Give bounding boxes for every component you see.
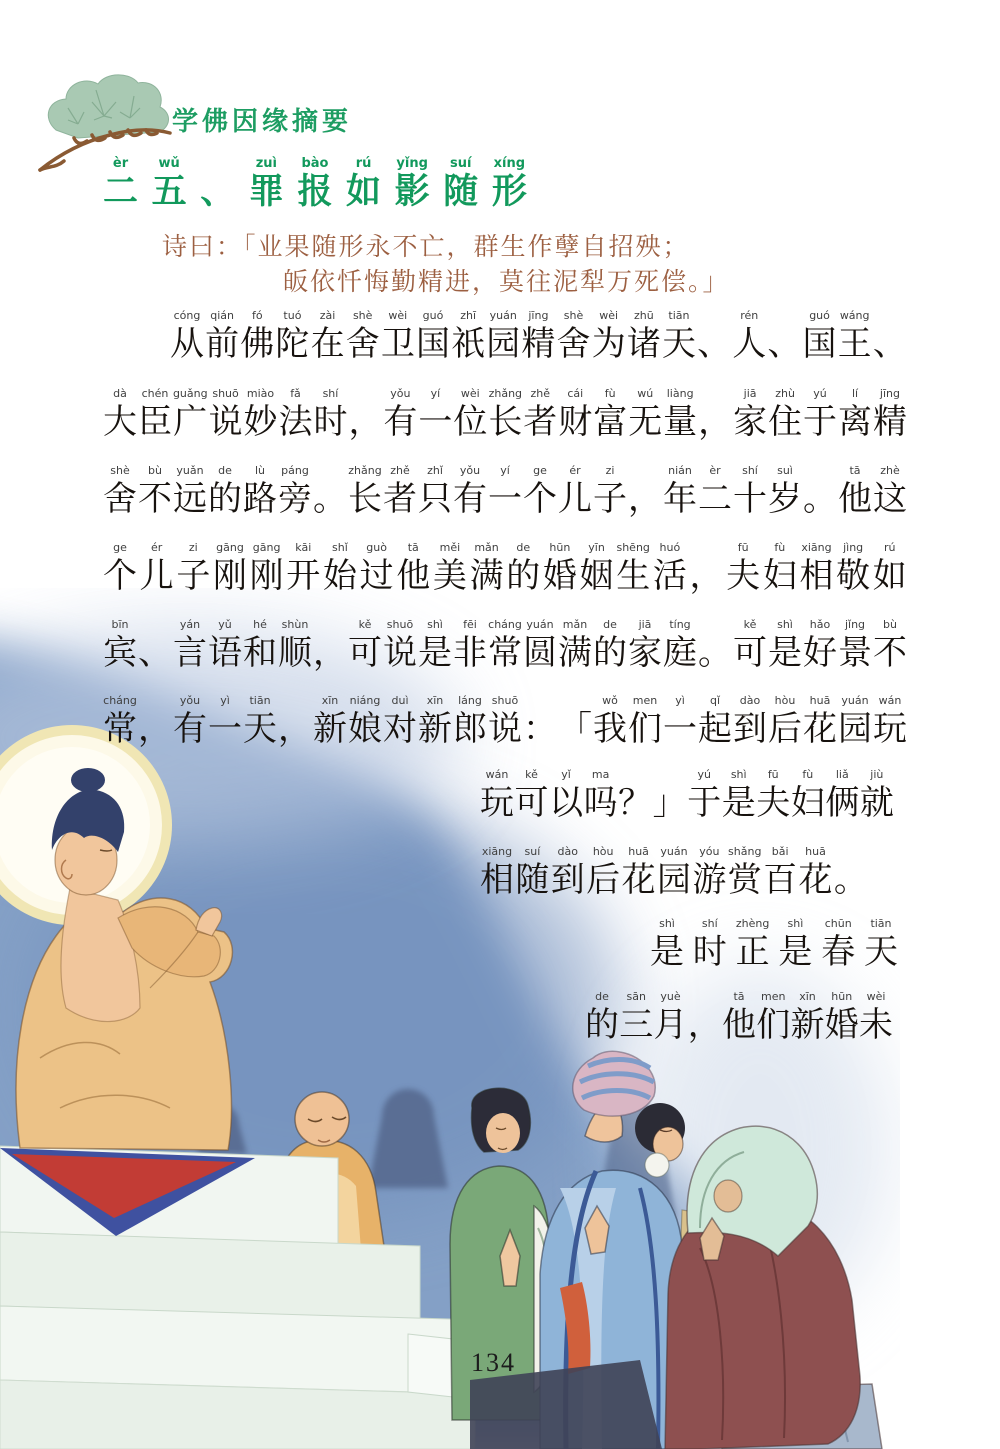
ruby-cell: ge 个 [103, 541, 137, 595]
ruby-cell: mǎn 满 [469, 541, 504, 595]
ruby-cell: bǎi 百 [763, 845, 798, 899]
ruby-cell: wán 玩 [873, 694, 907, 748]
ruby-cell: yì 一 [663, 694, 697, 748]
ruby-cell: jīng 精 [872, 387, 907, 441]
ruby-cell: hūn 婚 [824, 990, 859, 1044]
ruby-cell: de 的 [593, 618, 627, 672]
ruby-cell: zhè 这 [873, 464, 907, 518]
ruby-cell: yuè 月 [653, 990, 688, 1044]
ruby-cell: shì 是 [650, 917, 684, 971]
body-line-4 [103, 541, 907, 597]
ruby-cell: yuǎn 远 [173, 464, 207, 518]
ruby-cell: guǎng 广 [172, 387, 208, 441]
punct-cell: 、 [697, 326, 732, 363]
ruby-cell: cóng 从 [170, 309, 204, 363]
ruby-cell: kāi 开 [286, 541, 321, 595]
ruby-cell: wán 玩 [480, 768, 514, 822]
body-line-6 [103, 694, 907, 750]
ruby-cell: bù 不 [138, 464, 172, 518]
ruby-cell: bīn 宾 [103, 618, 137, 672]
ruby-cell: shēng 生 [616, 541, 651, 595]
ruby-cell: xiāng 相 [480, 845, 514, 899]
ruby-cell: jīng 精 [521, 309, 556, 363]
ruby-cell: huó 活 [652, 541, 687, 595]
ruby-cell: zhū 诸 [626, 309, 661, 363]
ruby-cell: fù 妇 [762, 541, 797, 595]
ruby-cell: xíng 形 [491, 156, 527, 212]
ruby-cell: wáng 王 [837, 309, 872, 363]
ruby-cell: huā 花 [798, 845, 833, 899]
ruby-cell: dào 到 [550, 845, 585, 899]
body-line-7 [480, 768, 894, 824]
punct-cell: ， [698, 404, 733, 441]
body-line-1 [170, 309, 907, 365]
ruby-cell: fù 妇 [790, 768, 825, 822]
chapter-title [103, 156, 527, 211]
punct-cell: ， [313, 635, 347, 672]
ruby-cell: shǐ 始 [322, 541, 357, 595]
punct-cell: 」 [652, 785, 687, 822]
ruby-cell: bù 不 [873, 618, 907, 672]
ruby-cell: huā 花 [803, 694, 837, 748]
ruby-cell: tā 他 [396, 541, 431, 595]
ruby-cell: kě 可 [514, 768, 549, 822]
ruby-cell: tā 他 [722, 990, 756, 1044]
ruby-cell: shuō 说 [383, 618, 417, 672]
ruby-cell: yǒu 有 [383, 387, 418, 441]
ruby-cell: wǒ 我 [593, 694, 627, 748]
ruby-cell: fǎ 法 [278, 387, 313, 441]
ruby-cell: yí 一 [488, 464, 522, 518]
ruby-cell: shè 舍 [345, 309, 380, 363]
ruby-cell: zhèng 正 [735, 917, 770, 971]
ruby-cell: bào 报 [297, 156, 333, 212]
ruby-cell: qǐ 起 [698, 694, 732, 748]
ruby-cell: qián 前 [205, 309, 240, 363]
ruby-cell: wǔ 五 [151, 156, 187, 212]
ruby-cell: miào 妙 [243, 387, 278, 441]
ruby-cell: hòu 后 [586, 845, 621, 899]
ruby-cell: liǎ 俩 [825, 768, 860, 822]
ruby-cell: fū 夫 [756, 768, 791, 822]
ruby-cell: rú 如 [872, 541, 907, 595]
ruby-cell: shuō 说 [488, 694, 522, 748]
punct-cell: 。 [833, 862, 868, 899]
ruby-cell: fó 佛 [240, 309, 275, 363]
ruby-cell: shì 是 [778, 917, 813, 971]
ruby-cell: shè 舍 [103, 464, 137, 518]
page-number: 134 [471, 1348, 516, 1377]
ruby-cell: zi 子 [593, 464, 627, 518]
ruby-cell: shí 十 [733, 464, 767, 518]
ruby-cell: tíng 庭 [663, 618, 697, 672]
ruby-cell: xīn 新 [418, 694, 452, 748]
ruby-cell: yuán 圆 [523, 618, 557, 672]
ruby-cell: fēi 非 [453, 618, 487, 672]
ruby-cell: yǒu 有 [453, 464, 487, 518]
ruby-cell: shí 时 [692, 917, 727, 971]
ruby-cell: kě 可 [348, 618, 382, 672]
ruby-cell: wèi 为 [591, 309, 626, 363]
ruby-cell: guó 国 [415, 309, 450, 363]
punct-cell: ： [523, 711, 557, 748]
punct-cell: ， [689, 558, 724, 595]
ruby-cell: yǐng 影 [394, 156, 430, 212]
ruby-cell: dào 到 [733, 694, 767, 748]
ruby-cell: xīn 新 [790, 990, 825, 1044]
ruby-cell: guò 过 [359, 541, 394, 595]
ruby-cell: shè 舍 [556, 309, 591, 363]
book-series-title: 学佛因缘摘要 [172, 107, 353, 136]
ruby-cell: yú 于 [687, 768, 722, 822]
body-line-5 [103, 618, 907, 674]
ruby-cell: duì 对 [383, 694, 417, 748]
punct-cell: ， [348, 404, 383, 441]
ruby-cell: èr 二 [103, 156, 139, 212]
ruby-cell: gāng 刚 [249, 541, 284, 595]
ruby-cell: ér 儿 [139, 541, 174, 595]
punct-cell: ？ [618, 785, 653, 822]
ruby-cell: yǐ 以 [549, 768, 584, 822]
ruby-cell: jiā 家 [733, 387, 768, 441]
ruby-cell: zhě 者 [383, 464, 417, 518]
body-line-9 [650, 917, 898, 973]
ruby-cell: tiān 天 [243, 694, 277, 748]
ruby-cell: dà 大 [103, 387, 137, 441]
ruby-cell: zhǎng 长 [348, 464, 382, 518]
ruby-cell: lù 路 [243, 464, 277, 518]
ruby-cell: shùn 顺 [278, 618, 312, 672]
ruby-cell: shí 时 [313, 387, 348, 441]
ruby-cell: kě 可 [733, 618, 767, 672]
ruby-cell: wèi 位 [453, 387, 488, 441]
ruby-cell: huā 花 [621, 845, 656, 899]
body-line-8 [480, 845, 868, 901]
ruby-cell: shuō 说 [208, 387, 243, 441]
ruby-cell: fù 富 [593, 387, 628, 441]
ruby-cell: gāng 刚 [212, 541, 247, 595]
ruby-cell: zhī 祇 [451, 309, 486, 363]
ruby-cell: suí 随 [443, 156, 479, 212]
poem-line-2: 皈依忏悔勤精进，莫往泥犁万死偿。」 [283, 269, 730, 296]
punct-cell: 。 [803, 481, 837, 518]
ruby-cell: shì 是 [768, 618, 802, 672]
ruby-cell: hòu 后 [768, 694, 802, 748]
ruby-cell: yǔ 语 [208, 618, 242, 672]
ruby-cell: páng 旁 [278, 464, 312, 518]
ruby-cell: hǎo 好 [803, 618, 837, 672]
body-line-2 [103, 387, 907, 443]
ruby-cell: shì 是 [721, 768, 756, 822]
punct-cell: ， [278, 711, 312, 748]
ruby-cell: jiā 家 [628, 618, 662, 672]
ruby-cell: yí 一 [418, 387, 453, 441]
ruby-cell: yì 一 [208, 694, 242, 748]
ruby-cell: měi 美 [432, 541, 467, 595]
ruby-cell: de 的 [506, 541, 541, 595]
ruby-cell: jìng 敬 [836, 541, 871, 595]
ruby-cell: chén 臣 [137, 387, 172, 441]
ruby-cell: yuán 园 [486, 309, 521, 363]
ruby-cell: suì 岁 [768, 464, 802, 518]
ruby-cell: men 们 [756, 990, 791, 1044]
ruby-cell: xiāng 相 [799, 541, 834, 595]
ruby-cell: yuán 园 [656, 845, 691, 899]
ruby-cell: láng 郎 [453, 694, 487, 748]
ruby-cell: cái 财 [558, 387, 593, 441]
ruby-cell: mǎn 满 [558, 618, 592, 672]
ruby-cell: liàng 量 [663, 387, 698, 441]
punct-cell: 。 [313, 481, 347, 518]
ruby-cell: wú 无 [628, 387, 663, 441]
ruby-cell: jǐng 景 [838, 618, 872, 672]
ruby-cell: men 们 [628, 694, 662, 748]
ruby-cell: rén 人 [732, 309, 767, 363]
ruby-cell: zi 子 [176, 541, 211, 595]
ruby-cell: yóu 游 [692, 845, 727, 899]
ruby-cell: fū 夫 [726, 541, 761, 595]
punct-cell: 「 [558, 711, 592, 748]
punct-cell: ， [687, 1007, 722, 1044]
ruby-cell: ge 个 [523, 464, 557, 518]
ruby-cell: nián 年 [663, 464, 697, 518]
ruby-cell: hūn 婚 [542, 541, 577, 595]
ruby-cell: wèi 未 [859, 990, 893, 1044]
ruby-cell: tā 他 [838, 464, 872, 518]
ruby-cell: niáng 娘 [348, 694, 382, 748]
punct-cell: 、 [200, 172, 236, 212]
ruby-cell: xīn 新 [313, 694, 347, 748]
ruby-cell: yīn 姻 [579, 541, 614, 595]
punct-cell: ， [628, 481, 662, 518]
ruby-cell: shǎng 赏 [727, 845, 762, 899]
ruby-cell: zuì 罪 [248, 156, 284, 212]
ruby-cell: sān 三 [619, 990, 654, 1044]
ruby-cell: jiù 就 [859, 768, 894, 822]
ruby-cell: tuó 陀 [275, 309, 310, 363]
ruby-cell: zhǐ 只 [418, 464, 452, 518]
ruby-cell: ma 吗 [583, 768, 618, 822]
ruby-cell: yǒu 有 [173, 694, 207, 748]
ruby-cell: guó 国 [802, 309, 837, 363]
punct-cell: 、 [872, 326, 907, 363]
body-line-3 [103, 464, 907, 520]
ruby-cell: ér 儿 [558, 464, 592, 518]
ruby-cell: èr 二 [698, 464, 732, 518]
ruby-cell: zài 在 [310, 309, 345, 363]
ruby-cell: rú 如 [346, 156, 382, 212]
ruby-cell: shì 是 [418, 618, 452, 672]
ruby-cell: zhù 住 [768, 387, 803, 441]
punct-cell: 、 [767, 326, 802, 363]
ruby-cell: chūn 春 [821, 917, 856, 971]
ruby-cell: yán 言 [173, 618, 207, 672]
ruby-cell: tiān 天 [661, 309, 696, 363]
ruby-cell: wèi 卫 [380, 309, 415, 363]
ruby-cell: yú 于 [803, 387, 838, 441]
body-line-10 [585, 990, 893, 1046]
poem-line-1: 诗曰：「业果随形永不亡，群生作孽自招殃； [162, 234, 690, 261]
ruby-cell: de 的 [208, 464, 242, 518]
punct-cell: 、 [138, 635, 172, 672]
ruby-cell: cháng 常 [488, 618, 522, 672]
ruby-cell: lí 离 [838, 387, 872, 441]
punct-cell: 。 [698, 635, 732, 672]
ruby-cell: zhě 者 [523, 387, 558, 441]
ruby-cell: cháng 常 [103, 694, 137, 748]
punct-cell: ， [138, 711, 172, 748]
ruby-cell: de 的 [585, 990, 619, 1044]
ruby-cell: suí 随 [515, 845, 550, 899]
ruby-cell: yuán 园 [838, 694, 872, 748]
ruby-cell: tiān 天 [863, 917, 898, 971]
ruby-cell: zhǎng 长 [488, 387, 523, 441]
ruby-cell: hé 和 [243, 618, 277, 672]
